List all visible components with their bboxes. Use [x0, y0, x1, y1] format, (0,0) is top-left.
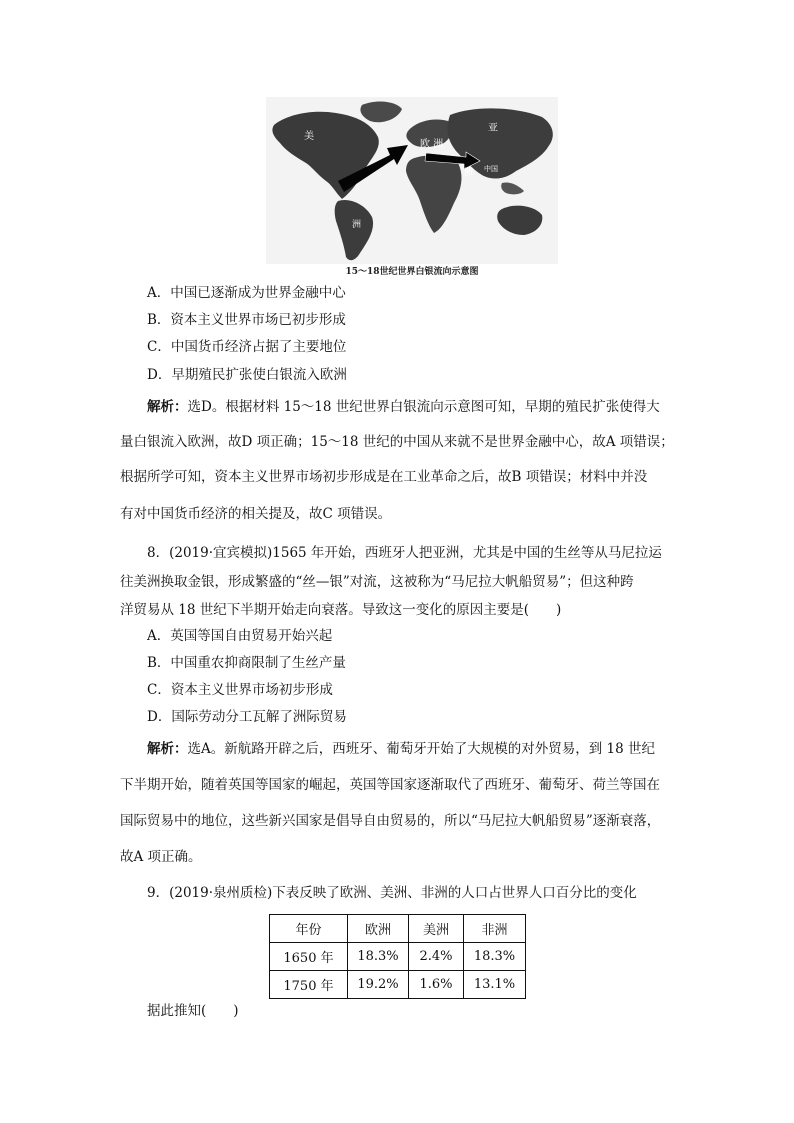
q7-option-b: B．资本主义世界市场已初步形成 [147, 312, 346, 328]
world-map-graphic [266, 97, 558, 264]
q8-stem-line-1: 8．(2019·宜宾模拟)1565 年开始，西班牙人把亚洲，尤其是中国的生丝等从马尼拉运 [147, 545, 662, 561]
table-header-cell: 美洲 [409, 915, 464, 943]
label-europe: 欧 洲 [420, 139, 444, 150]
q7-analysis-label: 解析： [147, 399, 188, 415]
q8-stem-line-2: 往美洲换取金银，形成繁盛的“丝—银”对流，这被称为“马尼拉大帆船贸易”；但这种跨 [120, 574, 634, 590]
q7-option-d: D．早期殖民扩张使白银流入欧洲 [147, 367, 347, 383]
q9-follow: 据此推知( ) [147, 1003, 239, 1019]
table-cell: 13.1% [464, 971, 526, 999]
label-america-bottom: 洲 [352, 220, 362, 230]
q8-analysis-line-2: 下半期开始，随着英国等国家的崛起，英国等国家逐渐取代了西班牙、葡萄牙、荷兰等国在 [120, 777, 660, 793]
table-header-cell: 年份 [270, 915, 348, 943]
table-cell: 18.3% [464, 943, 526, 971]
table-cell: 1750 年 [270, 971, 348, 999]
q8-analysis-line-3: 国际贸易中的地位，这些新兴国家是倡导自由贸易的，所以“马尼拉大帆船贸易”逐渐衰落， [120, 813, 661, 829]
label-america-top: 美 [304, 131, 314, 142]
q7-analysis-line-4: 有对中国货币经济的相关提及，故C 项错误。 [120, 506, 392, 522]
q8-analysis-label: 解析： [147, 741, 188, 757]
q7-option-a: A．中国已逐渐成为世界金融中心 [147, 285, 346, 301]
q7-option-c: C．中国货币经济占据了主要地位 [147, 339, 347, 355]
q8-option-a: A．英国等国自由贸易开始兴起 [147, 628, 333, 644]
table-row [270, 943, 526, 971]
q7-analysis-text-1: 选D。根据材料 15～18 世纪世界白银流向示意图可知，早期的殖民扩张使得大 [187, 399, 660, 415]
q7-analysis-line-2: 量白银流入欧洲，故D 项正确；15～18 世纪的中国从来就不是世界金融中心，故A 项错误； [120, 434, 674, 450]
q8-option-b: B．中国重农抑商限制了生丝产量 [147, 655, 346, 671]
q7-analysis-line-1 [147, 398, 660, 416]
label-asia-bottom: 洲 [464, 168, 474, 178]
q7-analysis-line-3: 根据所学可知，资本主义世界市场初步形成是在工业革命之后，故B 项错误；材料中并没 [120, 469, 648, 485]
table-cell: 1650 年 [270, 943, 348, 971]
table-cell: 2.4% [409, 943, 464, 971]
label-china: 中国 [484, 165, 498, 173]
q8-analysis-line-1 [147, 740, 655, 758]
table-header-cell: 欧洲 [348, 915, 409, 943]
q9-stem: 9．(2019·泉州质检)下表反映了欧洲、美洲、非洲的人口占世界人口百分比的变化 [147, 885, 637, 901]
silver-flow-map [266, 97, 558, 264]
table-cell: 18.3% [348, 943, 409, 971]
table-header-row [270, 915, 526, 943]
q8-option-d: D．国际劳动分工瓦解了洲际贸易 [147, 709, 347, 725]
q8-analysis-text-1: 选A。新航路开辟之后，西班牙、葡萄牙开始了大规模的对外贸易，到 18 世纪 [187, 741, 656, 757]
population-table [269, 914, 526, 999]
table-header-cell: 非洲 [464, 915, 526, 943]
q8-analysis-line-4: 故A 项正确。 [120, 849, 202, 865]
q8-option-c: C．资本主义世界市场初步形成 [147, 682, 333, 698]
table-cell: 19.2% [348, 971, 409, 999]
table-cell: 1.6% [409, 971, 464, 999]
label-asia-top: 亚 [488, 123, 498, 134]
table-row [270, 971, 526, 999]
map-caption: 15～18世纪世界白银流向示意图 [345, 267, 479, 277]
q8-stem-line-3: 洋贸易从 18 世纪下半期开始走向衰落。导致这一变化的原因主要是( ) [120, 602, 562, 618]
